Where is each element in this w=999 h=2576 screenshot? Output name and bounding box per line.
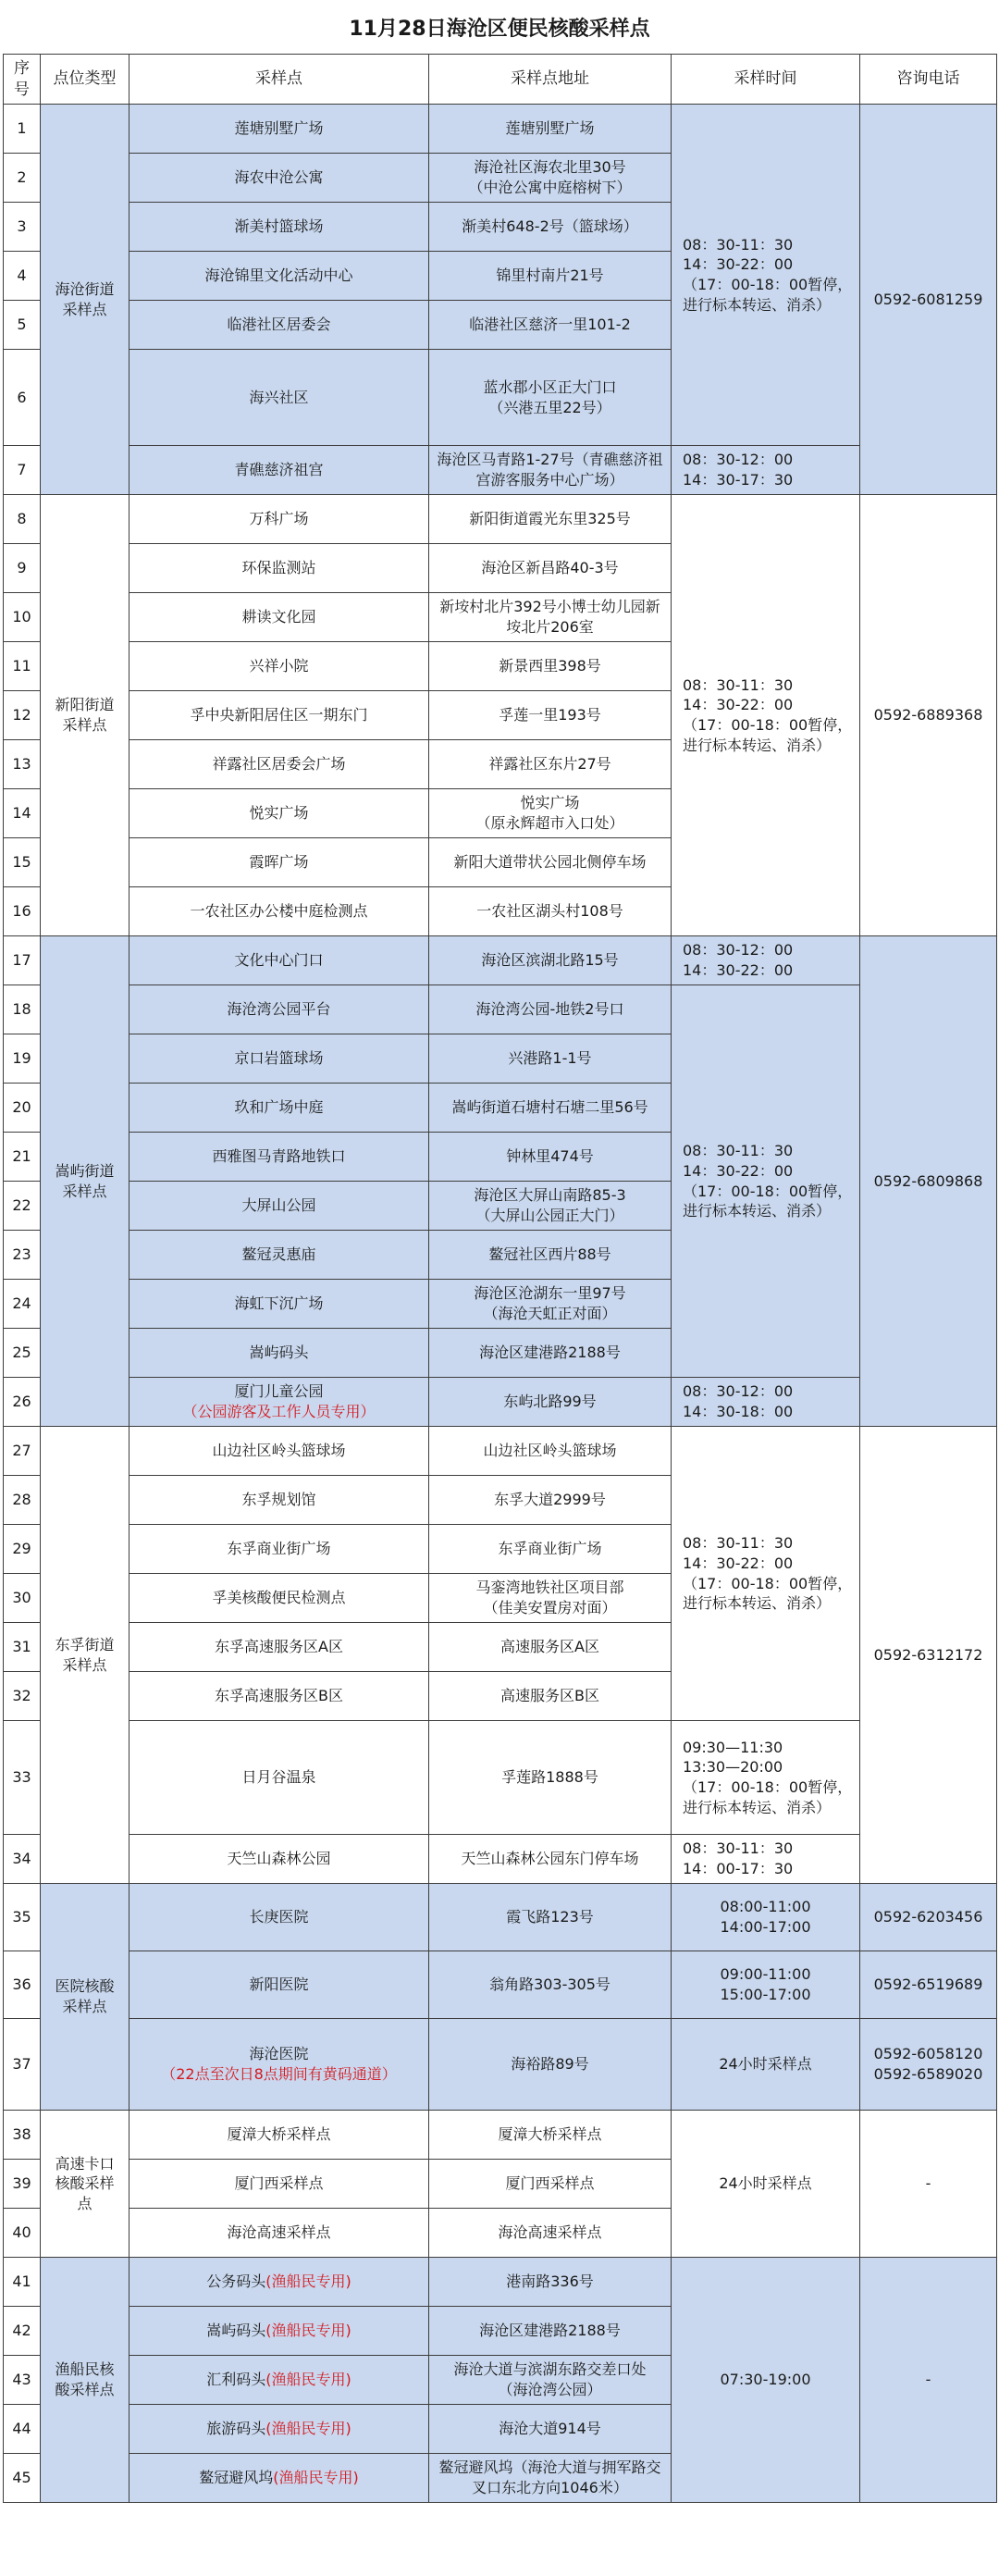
site-address: 东屿北路99号	[429, 1378, 672, 1427]
site-name	[130, 593, 429, 642]
site-address: 高速服务区B区	[429, 1672, 672, 1721]
sampling-time: 09:00-11:00 15:00-17:00	[672, 1951, 860, 2019]
site-address: 海沧社区海农北里30号 （中沧公寓中庭榕树下）	[429, 154, 672, 203]
site-address: 渐美村648-2号（篮球场）	[429, 203, 672, 252]
site-name-text: 长庚医院	[249, 1908, 309, 1926]
site-name-text: 莲塘别墅广场	[234, 119, 324, 138]
site-address: 港南路336号	[429, 2258, 672, 2307]
site-address: 海沧区滨湖北路15号	[429, 936, 672, 985]
site-name-text: 海虹下沉广场	[234, 1294, 324, 1313]
site-name-text: 海沧锦里文化活动中心	[204, 266, 353, 285]
table-row	[4, 1884, 997, 1951]
table-row	[4, 2258, 997, 2307]
sampling-time: 24小时采样点	[672, 2019, 860, 2111]
site-address: 海沧区新昌路40-3号	[429, 544, 672, 593]
site-name	[130, 2019, 429, 2111]
row-index: 35	[4, 1884, 41, 1951]
site-name	[130, 1133, 429, 1182]
row-index: 32	[4, 1672, 41, 1721]
site-type: 海沧街道 采样点	[41, 105, 130, 495]
site-name	[130, 1231, 429, 1280]
site-address: 海沧区马青路1-27号（青礁慈济祖宫游客服务中心广场）	[429, 446, 672, 495]
site-name	[130, 1525, 429, 1574]
table-row	[4, 446, 997, 495]
site-name	[130, 495, 429, 544]
row-index: 29	[4, 1525, 41, 1574]
row-index: 34	[4, 1835, 41, 1884]
row-index: 10	[4, 593, 41, 642]
site-address: 新阳街道霞光东里325号	[429, 495, 672, 544]
site-name	[130, 2209, 429, 2258]
sampling-time: 09:30—11:30 13:30—20:00 （17：00-18：00暂停， 进行标本转运、消杀）	[672, 1721, 860, 1835]
site-address: 孚莲一里193号	[429, 691, 672, 740]
site-address: 翁角路303-305号	[429, 1951, 672, 2019]
row-index: 6	[4, 350, 41, 446]
site-type: 渔船民核 酸采样点	[41, 2258, 130, 2503]
row-index: 30	[4, 1574, 41, 1623]
phone-number: 0592-6203456	[860, 1884, 997, 1951]
row-index: 43	[4, 2356, 41, 2405]
site-name-text: 兴祥小院	[249, 657, 309, 675]
site-name	[130, 2160, 429, 2209]
row-index: 9	[4, 544, 41, 593]
site-note: (渔船民专用)	[265, 2420, 352, 2438]
row-index: 44	[4, 2405, 41, 2454]
phone-number: -	[860, 2111, 997, 2258]
row-index: 38	[4, 2111, 41, 2160]
site-name	[130, 1951, 429, 2019]
site-name-text: 鳌冠避风坞	[199, 2469, 274, 2487]
row-index: 45	[4, 2454, 41, 2503]
row-index: 15	[4, 838, 41, 887]
site-name-text: 一农社区办公楼中庭检测点	[190, 902, 368, 921]
site-name-text: 嵩屿码头	[206, 2322, 266, 2340]
site-name-text: 渐美村篮球场	[234, 217, 324, 236]
site-name	[130, 1574, 429, 1623]
row-index: 20	[4, 1084, 41, 1133]
site-name	[130, 1835, 429, 1884]
site-name-text: 厦漳大桥采样点	[227, 2125, 331, 2144]
site-name	[130, 642, 429, 691]
phone-number: 0592-6889368	[860, 495, 997, 936]
row-index: 7	[4, 446, 41, 495]
phone-number: -	[860, 2258, 997, 2503]
site-name-text: 旅游码头	[206, 2420, 266, 2438]
site-name	[130, 838, 429, 887]
site-name	[130, 1182, 429, 1231]
site-name-text: 东孚高速服务区B区	[215, 1687, 343, 1705]
table-row	[4, 2111, 997, 2160]
site-name	[130, 2454, 429, 2503]
sampling-time: 08：30-12：00 14：30-17：30	[672, 446, 860, 495]
site-name-text: 文化中心门口	[234, 951, 324, 970]
row-index: 22	[4, 1182, 41, 1231]
site-name	[130, 1378, 429, 1427]
site-name	[130, 301, 429, 350]
site-address: 蓝水郡小区正大门口 （兴港五里22号）	[429, 350, 672, 446]
sampling-time: 08：30-11：30 14：30-22：00 （17：00-18：00暂停， 进行标本转运、消杀）	[672, 985, 860, 1378]
site-name-text: 汇利码头	[206, 2371, 266, 2389]
site-name-text: 西雅图马青路地铁口	[212, 1147, 346, 1166]
site-type: 新阳街道 采样点	[41, 495, 130, 936]
site-note: (渔船民专用)	[265, 2322, 352, 2340]
site-name-text: 耕读文化园	[241, 608, 316, 626]
table-header-row	[4, 55, 997, 105]
site-address: 厦门西采样点	[429, 2160, 672, 2209]
site-name	[130, 1280, 429, 1329]
site-name-text: 厦门儿童公园	[234, 1382, 324, 1401]
site-address: 鳌冠社区西片88号	[429, 1231, 672, 1280]
site-address: 悦实广场 （原永辉超市入口处）	[429, 789, 672, 838]
site-name	[130, 2405, 429, 2454]
sampling-time: 08:00-11:00 14:00-17:00	[672, 1884, 860, 1951]
site-name-text: 青礁慈济祖宫	[234, 461, 324, 479]
site-name-text: 万科广场	[249, 510, 309, 528]
site-name-text: 海兴社区	[249, 388, 309, 406]
sampling-time: 08：30-11：30 14：00-17：30	[672, 1835, 860, 1884]
site-address: 东孚商业街广场	[429, 1525, 672, 1574]
row-index: 26	[4, 1378, 41, 1427]
row-index: 3	[4, 203, 41, 252]
site-name	[130, 1476, 429, 1525]
sampling-sites-table	[3, 54, 997, 2503]
sampling-time: 08：30-11：30 14：30-22：00 （17：00-18：00暂停， 进行标本转运、消杀）	[672, 1427, 860, 1721]
site-name-text: 孚美核酸便民检测点	[212, 1589, 346, 1607]
site-address: 海沧区建港路2188号	[429, 1329, 672, 1378]
site-name	[130, 203, 429, 252]
sampling-time: 07:30-19:00	[672, 2258, 860, 2503]
site-address: 海沧高速采样点	[429, 2209, 672, 2258]
table-row	[4, 1951, 997, 2019]
site-address: 海沧大道914号	[429, 2405, 672, 2454]
row-index: 33	[4, 1721, 41, 1835]
site-name	[130, 252, 429, 301]
row-index: 24	[4, 1280, 41, 1329]
sampling-time: 08：30-12：00 14：30-22：00	[672, 936, 860, 985]
site-name-text: 天竺山森林公园	[227, 1850, 331, 1868]
site-address: 莲塘别墅广场	[429, 105, 672, 154]
row-index: 17	[4, 936, 41, 985]
site-address: 高速服务区A区	[429, 1623, 672, 1672]
site-name	[130, 2111, 429, 2160]
row-index: 27	[4, 1427, 41, 1476]
site-address: 钟林里474号	[429, 1133, 672, 1182]
sampling-time: 24小时采样点	[672, 2111, 860, 2258]
site-address: 兴港路1-1号	[429, 1034, 672, 1084]
site-address: 海沧区沧湖东一里97号 （海沧天虹正对面）	[429, 1280, 672, 1329]
table-row	[4, 495, 997, 544]
site-note: （公园游客及工作人员专用）	[182, 1403, 376, 1420]
site-type: 嵩屿街道 采样点	[41, 936, 130, 1427]
row-index: 41	[4, 2258, 41, 2307]
site-name-text: 祥露社区居委会广场	[212, 755, 346, 774]
site-name	[130, 105, 429, 154]
site-name	[130, 2356, 429, 2405]
table-row	[4, 2019, 997, 2111]
site-note: (渔船民专用)	[265, 2371, 352, 2389]
site-name-text: 海农中沧公寓	[234, 168, 324, 187]
row-index: 2	[4, 154, 41, 203]
row-index: 11	[4, 642, 41, 691]
site-name-text: 临港社区居委会	[227, 316, 331, 334]
table-row	[4, 1378, 997, 1427]
site-address: 海沧湾公园-地铁2号口	[429, 985, 672, 1034]
header-site: 采样点	[130, 55, 429, 105]
site-address: 孚莲路1888号	[429, 1721, 672, 1835]
site-name	[130, 985, 429, 1034]
site-note: (渔船民专用)	[265, 2273, 352, 2291]
site-type: 高速卡口 核酸采样 点	[41, 2111, 130, 2258]
table-row	[4, 936, 997, 985]
row-index: 28	[4, 1476, 41, 1525]
site-name-text: 山边社区岭头篮球场	[212, 1442, 346, 1460]
site-name	[130, 350, 429, 446]
table-row	[4, 105, 997, 154]
site-name-text: 大屏山公园	[241, 1196, 316, 1215]
site-name-text: 公务码头	[206, 2273, 266, 2291]
site-name-text: 嵩屿码头	[249, 1344, 309, 1362]
site-name	[130, 740, 429, 789]
row-index: 18	[4, 985, 41, 1034]
row-index: 21	[4, 1133, 41, 1182]
header-time: 采样时间	[672, 55, 860, 105]
site-address: 新阳大道带状公园北侧停车场	[429, 838, 672, 887]
page-title: 11月28日海沧区便民核酸采样点	[349, 17, 650, 41]
row-index: 36	[4, 1951, 41, 2019]
site-name	[130, 1884, 429, 1951]
site-address: 嵩屿街道石塘村石塘二里56号	[429, 1084, 672, 1133]
site-name-text: 玖和广场中庭	[234, 1098, 324, 1117]
row-index: 37	[4, 2019, 41, 2111]
site-name	[130, 1672, 429, 1721]
site-name-text: 日月谷温泉	[241, 1768, 316, 1787]
site-note: (渔船民专用)	[273, 2469, 359, 2487]
site-name	[130, 789, 429, 838]
site-address: 祥露社区东片27号	[429, 740, 672, 789]
site-name-text: 海沧高速采样点	[227, 2223, 331, 2242]
phone-number: 0592-6312172	[860, 1427, 997, 1884]
site-name	[130, 1034, 429, 1084]
site-address: 天竺山森林公园东门停车场	[429, 1835, 672, 1884]
site-name-text: 京口岩篮球场	[234, 1049, 324, 1068]
site-name	[130, 887, 429, 936]
site-name-text: 新阳医院	[249, 1975, 309, 1994]
row-index: 31	[4, 1623, 41, 1672]
row-index: 40	[4, 2209, 41, 2258]
site-name-text: 海沧湾公园平台	[227, 1000, 331, 1019]
site-name	[130, 154, 429, 203]
header-type: 点位类型	[41, 55, 130, 105]
table-row	[4, 1427, 997, 1476]
site-name-text: 环保监测站	[241, 559, 316, 577]
site-name-text: 东孚商业街广场	[227, 1540, 331, 1558]
site-name	[130, 2307, 429, 2356]
table-row	[4, 1835, 997, 1884]
site-address: 马銮湾地铁社区项目部 （佳美安置房对面）	[429, 1574, 672, 1623]
site-address: 海沧区大屏山南路85-3 （大屏山公园正大门）	[429, 1182, 672, 1231]
site-name	[130, 936, 429, 985]
site-name	[130, 1623, 429, 1672]
site-name	[130, 1084, 429, 1133]
site-address: 山边社区岭头篮球场	[429, 1427, 672, 1476]
row-index: 8	[4, 495, 41, 544]
site-name	[130, 1721, 429, 1835]
site-name	[130, 1427, 429, 1476]
phone-number: 0592-6058120 0592-6589020	[860, 2019, 997, 2111]
site-address: 临港社区慈济一里101-2	[429, 301, 672, 350]
row-index: 16	[4, 887, 41, 936]
phone-number: 0592-6081259	[860, 105, 997, 495]
row-index: 1	[4, 105, 41, 154]
site-name-text: 悦实广场	[249, 804, 309, 823]
site-name-text: 东孚规划馆	[241, 1491, 316, 1509]
site-name	[130, 446, 429, 495]
site-name	[130, 2258, 429, 2307]
site-address: 厦漳大桥采样点	[429, 2111, 672, 2160]
site-name-text: 东孚高速服务区A区	[215, 1638, 343, 1656]
site-address: 海裕路89号	[429, 2019, 672, 2111]
site-note: （22点至次日8点期间有黄码通道）	[161, 2065, 397, 2083]
site-address: 霞飞路123号	[429, 1884, 672, 1951]
row-index: 14	[4, 789, 41, 838]
site-name-text: 孚中央新阳居住区一期东门	[190, 706, 368, 724]
site-type: 东孚街道 采样点	[41, 1427, 130, 1884]
sampling-time: 08：30-12：00 14：30-18：00	[672, 1378, 860, 1427]
site-name-text: 厦门西采样点	[234, 2174, 324, 2193]
site-address: 东孚大道2999号	[429, 1476, 672, 1525]
site-address: 海沧区建港路2188号	[429, 2307, 672, 2356]
table-row	[4, 985, 997, 1034]
header-phone: 咨询电话	[860, 55, 997, 105]
site-address: 新垵村北片392号小博士幼儿园新垵北片206室	[429, 593, 672, 642]
site-address: 新景西里398号	[429, 642, 672, 691]
phone-number: 0592-6809868	[860, 936, 997, 1427]
row-index: 25	[4, 1329, 41, 1378]
row-index: 12	[4, 691, 41, 740]
table-row	[4, 1721, 997, 1835]
row-index: 19	[4, 1034, 41, 1084]
row-index: 39	[4, 2160, 41, 2209]
site-address: 锦里村南片21号	[429, 252, 672, 301]
header-index: 序号	[4, 55, 41, 105]
site-name-text: 海沧医院	[249, 2045, 309, 2063]
site-type: 医院核酸 采样点	[41, 1884, 130, 2111]
sampling-time: 08：30-11：30 14：30-22：00 （17：00-18：00暂停， 进行标本转运、消杀）	[672, 495, 860, 936]
sampling-time: 08：30-11：30 14：30-22：00 （17：00-18：00暂停， 进行标本转运、消杀）	[672, 105, 860, 446]
phone-number: 0592-6519689	[860, 1951, 997, 2019]
header-address: 采样点地址	[429, 55, 672, 105]
site-name-text: 鳌冠灵惠庙	[241, 1245, 316, 1264]
row-index: 5	[4, 301, 41, 350]
row-index: 23	[4, 1231, 41, 1280]
site-address: 一农社区湖头村108号	[429, 887, 672, 936]
site-name	[130, 544, 429, 593]
site-address: 鳌冠避风坞（海沧大道与拥军路交叉口东北方向1046米）	[429, 2454, 672, 2503]
site-address: 海沧大道与滨湖东路交差口处 （海沧湾公园）	[429, 2356, 672, 2405]
site-name-text: 霞晖广场	[249, 853, 309, 872]
site-name	[130, 1329, 429, 1378]
row-index: 4	[4, 252, 41, 301]
site-name	[130, 691, 429, 740]
row-index: 13	[4, 740, 41, 789]
row-index: 42	[4, 2307, 41, 2356]
